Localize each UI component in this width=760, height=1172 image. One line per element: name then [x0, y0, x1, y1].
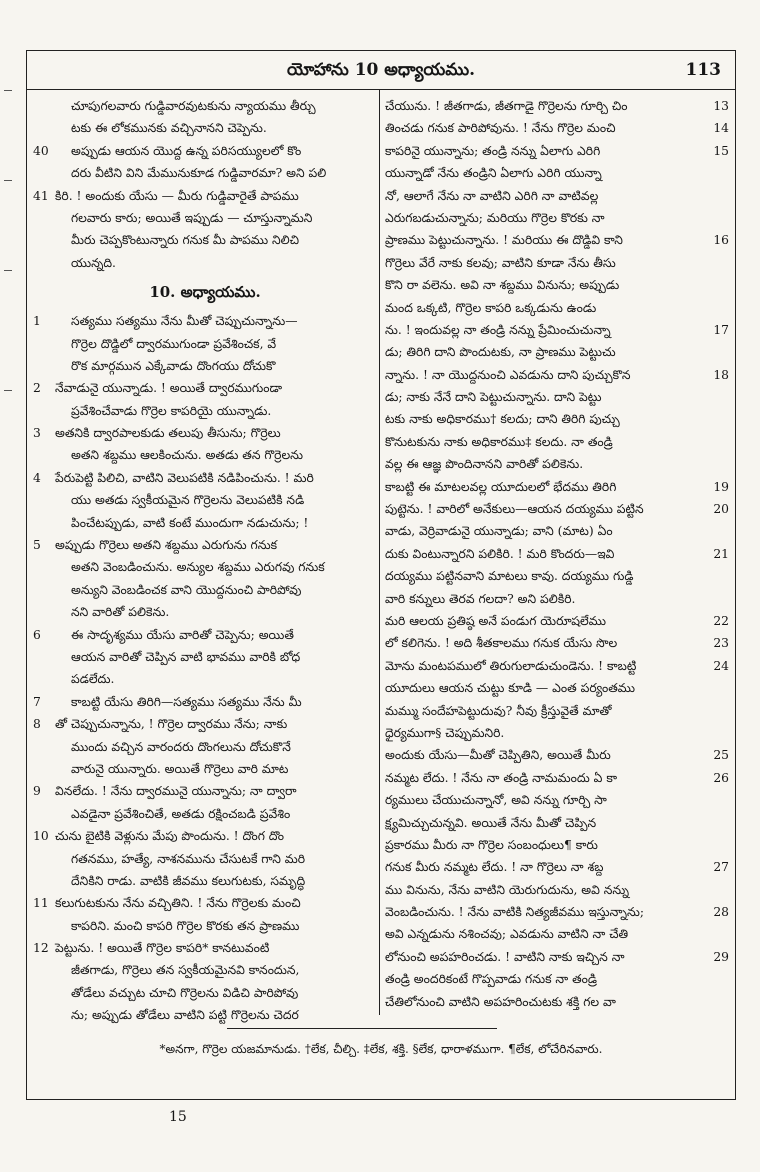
line-text: దరు వీటిని విని మేమునుకూడ గుడ్డివారమా? అని పలి [71, 166, 327, 181]
line-text: అన్యుని వెంబడించక వాని యొద్దనుంచి పారిపోవు [71, 582, 302, 597]
verse-number [707, 834, 729, 856]
line-text: ను; అప్పుడు తోడేలు వాటిని పట్టి గొర్రెలను చెదర [71, 1008, 299, 1023]
line-text: ధైర్యముగా§ చెప్పుమనిరి. [385, 725, 505, 740]
text-line [385, 162, 729, 184]
verse-number [33, 1004, 55, 1026]
text-line [33, 691, 377, 713]
text-line [385, 252, 729, 274]
line-text: ము వినును, నేను వాటిని యెరుగుదును, అవి నన్ను [385, 882, 630, 897]
text-line [385, 946, 729, 968]
line-text: మోను మంటపములో తిరుగులాడుచుండెను. ! కాబట్టి [385, 658, 637, 673]
verse-number [707, 408, 729, 430]
verse-number [707, 252, 729, 274]
verse-number: 12 [33, 941, 49, 956]
verse-number: 15 [713, 143, 729, 158]
verse-number: 26 [713, 770, 729, 785]
text-line [385, 991, 729, 1013]
verse-number [707, 789, 729, 811]
verse-number [33, 601, 55, 623]
page-number: 113 [685, 60, 721, 80]
verse-number: 28 [713, 905, 729, 920]
text-line [385, 923, 729, 945]
text-line [33, 982, 377, 1004]
text-line [385, 744, 729, 766]
verse-number: 2 [33, 381, 41, 396]
verse-number: 5 [33, 538, 41, 553]
line-text: ఆయన వారితో చెప్పిన వాటి భావము వారికి బోధ [71, 649, 301, 664]
verse-number: 16 [713, 233, 729, 248]
verse-number [707, 386, 729, 408]
verse-number: 8 [33, 717, 41, 732]
line-text: లోనుంచి అపహరించడు. ! వాటిని నాకు ఇచ్చిన నా [385, 949, 625, 964]
text-line [385, 789, 729, 811]
verse-number: 22 [713, 613, 729, 628]
line-text: వల్ల ఈ ఆజ్ఞ పొందినానని వారితో పలికెను. [385, 457, 584, 472]
line-text: క్ష్యమిచ్చుచున్నవి. అయితే నేను మీతో చెప్పిన [385, 815, 597, 830]
text-line [33, 803, 377, 825]
verse-number [707, 923, 729, 945]
text-line [33, 736, 377, 758]
line-text: వారి కన్నులు తెరవ గలదా? అని పలికిరి. [385, 591, 576, 606]
text-line [385, 319, 729, 341]
verse-number [707, 991, 729, 1013]
line-text: తండ్రి అందరికంటే గొప్పవాడు గనుక నా తండ్రి [385, 972, 598, 987]
line-text: గతనము, హత్యే, నాశనమును చేసుటకే గాని మరి [71, 851, 306, 866]
text-line [385, 140, 729, 162]
verse-number: 21 [713, 546, 729, 561]
line-text: నేవాడునై యున్నాడు. ! అయితే ద్వారముగుండా [55, 381, 283, 396]
book-page [26, 50, 736, 1125]
text-line [385, 364, 729, 386]
line-text: ఈ సాదృశ్యము యేసు వారితో చెప్పెను; అయితే [71, 627, 294, 642]
line-text: ప్రాణము పెట్టుచున్నాను. ! మరియు ఈ దొడ్డివి కాని [385, 233, 623, 248]
text-line [33, 915, 377, 937]
verse-number [707, 700, 729, 722]
verse-number: 9 [33, 784, 41, 799]
line-text: అవి ఎన్నడును నశించవు; ఎవడును వాటిని నా చేతి [385, 927, 629, 942]
verse-number [33, 512, 55, 534]
text-line [385, 229, 729, 251]
verse-number [707, 162, 729, 184]
line-text: తో చెప్పుచున్నాను, ! గొర్రెల ద్వారము నేను; నాకు [55, 717, 288, 732]
text-line [33, 668, 377, 690]
verse-number [33, 803, 55, 825]
text-line [385, 498, 729, 520]
verse-number [33, 848, 55, 870]
verse-number [707, 207, 729, 229]
line-text: చూపుగలవారు గుడ్డివారవుటకును న్యాయము తీర్చు [71, 99, 316, 113]
text-line [385, 812, 729, 834]
text-line [385, 901, 729, 923]
verse-number [33, 556, 55, 578]
verse-number [707, 453, 729, 475]
verse-number [33, 333, 55, 355]
verse-number: 18 [713, 367, 729, 382]
verse-number: 17 [713, 322, 729, 337]
text-line [33, 355, 377, 377]
line-text: గనుక మీరు నమ్మట లేదు. ! నా గొర్రెలు నా శబ్ద [385, 860, 604, 875]
text-line [385, 185, 729, 207]
line-text: కలుగుటకును నేను వచ్చితిని. ! నేను గొర్రెలకు మంచి [55, 896, 301, 911]
line-text: దుకు వింటున్నారని పలికిరి. ! మరి కొందరు—ఇవి [385, 546, 615, 561]
text-line [33, 444, 377, 466]
text-line [385, 341, 729, 363]
verse-number: 1 [33, 314, 41, 329]
text-line [33, 556, 377, 578]
verse-number [707, 185, 729, 207]
line-text: ముందు వచ్చిన వారందరు దొంగలును దోచుకొనే [71, 739, 291, 754]
line-text: సత్యము సత్యము నేను మీతో చెప్పుచున్నాను— [71, 314, 298, 329]
text-line [385, 588, 729, 610]
verse-number: 19 [713, 479, 729, 494]
line-text: యూదులు ఆయన చుట్టు కూడి — ఎంత పర్యంతము [385, 681, 636, 696]
text-line [33, 646, 377, 668]
line-text: టకు నాకు అధికారము† కలదు; దాని తిరిగి పుచ్చు [385, 412, 620, 427]
verse-number [707, 274, 729, 296]
line-text: చును బైటికి వెళ్లును మేపు పొందును. ! దొంగ దొం [55, 829, 284, 844]
text-line [33, 229, 377, 251]
verse-number [33, 982, 55, 1004]
line-text: వెంబడించును. ! నేను వాటికి నిత్యజీవము ఇస్తున్నాను; [385, 905, 644, 920]
line-text: గొర్రెల దొడ్డిలో ద్వారముగుండా ప్రవేశించక, వే [71, 336, 277, 351]
text-line [33, 207, 377, 229]
text-line [33, 95, 377, 117]
verse-number [33, 162, 55, 184]
line-text: కాబట్టి ఈ మాటలవల్ల యూదులలో భేదము తిరిగి [385, 479, 617, 494]
text-line [385, 476, 729, 498]
text-line [385, 632, 729, 654]
verse-number [33, 489, 55, 511]
line-text: ర్యములు చేయుచున్నానో, అవి నన్ను గూర్చి సా [385, 793, 607, 808]
line-text: డు; నాకు నేనే దాని పెట్టుచున్నాను. దాని పెట్టు [385, 390, 602, 405]
verse-number [33, 95, 55, 117]
margin-marks [4, 60, 18, 460]
line-text: రొక మార్గమున ఎక్కేవాడు దొంగయు దోచుకొ [71, 358, 276, 373]
text-line [33, 377, 377, 399]
text-line [33, 601, 377, 623]
text-line [385, 722, 729, 744]
verse-number [33, 117, 55, 139]
running-title: యోహాను 10 అధ్యాయము. [286, 60, 476, 80]
verse-number: 24 [713, 658, 729, 673]
text-line [33, 489, 377, 511]
text-line [33, 959, 377, 981]
verse-number: 13 [713, 99, 729, 113]
left-column [33, 95, 377, 1023]
text-line [385, 655, 729, 677]
line-text: కొని రా వలెను. అవి నా శబ్దము వినును; అప్పుడు [385, 278, 620, 293]
text-line [385, 386, 729, 408]
line-text: మరి ఆలయ ప్రతిష్ఠ అనే పండుగ యెరూషలేము [385, 613, 606, 628]
text-line [385, 408, 729, 430]
verse-number [707, 968, 729, 990]
chapter-heading: 10. అధ్యాయము. [149, 283, 261, 302]
verse-number [707, 677, 729, 699]
line-text: అతని శబ్దము ఆలకించును. అతడు తన గొర్రెలను [71, 448, 304, 463]
text-line [33, 713, 377, 735]
text-line [33, 892, 377, 914]
line-text: నో, ఆలాగే నేను నా వాటిని ఎరిగి నా వాటివల్ల [385, 188, 599, 203]
footnotes: *అనగా, గొర్రెల యజమానుడు. †లేక, చీల్చి. ‡లేక, శక్తి. §లేక, ధారాళముగా. ¶లేక, లోచేరినవారు. [159, 1042, 603, 1056]
text-line [385, 610, 729, 632]
text-line [33, 579, 377, 601]
text-line [385, 879, 729, 901]
verse-number: 11 [33, 896, 49, 911]
text-line [385, 431, 729, 453]
line-text: పించేటప్పుడు, వాటి కంటే ముందుగా నడుచును; ! [71, 515, 309, 530]
text-line [33, 848, 377, 870]
text-line [385, 834, 729, 856]
text-line [385, 453, 729, 475]
verse-number [33, 444, 55, 466]
text-line [385, 767, 729, 789]
verse-number: 20 [713, 502, 729, 517]
verse-number [707, 297, 729, 319]
line-text: తోడేలు వచ్చుట చూచి గొర్రెలను విడిచి పారిపోవు [71, 985, 299, 1000]
text-line [33, 162, 377, 184]
line-text: పడలేదు. [71, 672, 115, 687]
text-line [385, 700, 729, 722]
verse-number: 14 [713, 121, 729, 136]
line-text: చేతిలోనుంచి వాటిని అపహరించుటకు శక్తి గల వా [385, 994, 616, 1009]
verse-number [707, 431, 729, 453]
text-line [33, 117, 377, 139]
text-line [33, 825, 377, 847]
line-text: టకు ఈ లోకమునకు వచ్చినానని చెప్పెను. [71, 121, 267, 136]
verse-number: 6 [33, 627, 41, 642]
line-text: అందుకు యేసు—మీతో చెప్పితిని, అయితే మీరు [385, 748, 611, 763]
text-line [385, 297, 729, 319]
line-text: యున్నది. [71, 255, 116, 270]
text-line [33, 333, 377, 355]
text-line [385, 968, 729, 990]
verse-number: 25 [713, 748, 729, 763]
verse-number: 4 [33, 470, 41, 485]
line-text: ఎరుగబడుచున్నాను; మరియు గొర్రెల కొరకు నా [385, 210, 605, 225]
line-text: మంద ఒక్కటి, గొర్రెల కాపరి ఒక్కడును ఉండు [385, 300, 597, 315]
verse-number: 27 [713, 860, 729, 875]
verse-number [33, 668, 55, 690]
line-text: డు; తిరిగి దాని పొందుటకు, నా ప్రాణము పెట్టుచు [385, 345, 616, 360]
text-line [33, 1004, 377, 1026]
text-line [33, 422, 377, 444]
verse-number: 41 [33, 188, 49, 203]
line-text: చేయును. ! జీతగాడు, జీతగాడై గొర్రెలను గూర్చి చిం [385, 99, 628, 113]
line-text: ను. ! ఇందువల్ల నా తండ్రి నన్ను ప్రేమించుచున్నా [385, 322, 611, 337]
text-line [33, 780, 377, 802]
verse-number: 29 [713, 949, 729, 964]
verse-number: 23 [713, 636, 729, 651]
running-head [27, 51, 735, 90]
verse-number [33, 355, 55, 377]
signature-mark: 15 [169, 1109, 187, 1125]
text-line [33, 400, 377, 422]
text-line [33, 534, 377, 556]
line-text: పెట్టును. ! అయితే గొర్రెల కాపరి* కానటువంటి [55, 941, 270, 956]
text-line [385, 95, 729, 117]
line-text: అతని వెంబడించును. అన్యుల శబ్దము ఎరుగవు గనుక [71, 560, 325, 575]
text-line [385, 543, 729, 565]
line-text: గలవారు కారు; అయితే ఇప్పుడు — చూస్తున్నామని [71, 210, 313, 225]
text-line [385, 856, 729, 878]
line-text: దయ్యము పట్టినవాని మాటలు కావు. దయ్యము గుడ్డి [385, 569, 634, 584]
line-text: వారునై యున్నారు. అయితే గొర్రెలు వారి మాట [71, 761, 289, 776]
line-text: లో కలిగెను. ! అది శీతకాలము గనుక యేసు సొల [385, 636, 618, 651]
verse-number: 40 [33, 143, 49, 158]
verse-number [33, 758, 55, 780]
text-line [33, 937, 377, 959]
verse-number [33, 646, 55, 668]
line-text: కాపరిని. మంచి కాపరి గొర్రెల కొరకు తన ప్రాణము [71, 918, 300, 933]
line-text: వాడు, వెర్రివాడునై యున్నాడు; వాని (మాట) ఏం [385, 524, 613, 539]
verse-number [707, 565, 729, 587]
verse-number [707, 341, 729, 363]
line-text: అతనికి ద్వారపాలకుడు తలుపు తీసును; గొర్రెలు [55, 426, 281, 441]
line-text: ప్రవేశించేవాడు గొర్రెల కాపరియై యున్నాడు. [71, 403, 272, 418]
line-text: ప్రకారము మీరు నా గొర్రెల సంబంధులు¶ కారు [385, 837, 598, 852]
line-text: అప్పుడు గొర్రెలు అతని శబ్దము ఎరుగును గనుక [55, 538, 278, 553]
text-line [33, 870, 377, 892]
verse-number [33, 229, 55, 251]
text-line [385, 520, 729, 542]
line-text: నమ్మట లేదు. ! నేను నా తండ్రి నామమందు ఏ కా [385, 770, 617, 785]
column-divider [379, 89, 380, 1015]
line-text: న్నాను. ! నా యొద్దనుంచి ఎవడును దాని పుచ్చుకొన [385, 367, 631, 382]
verse-number: 7 [33, 694, 41, 709]
text-line [385, 565, 729, 587]
text-line [33, 624, 377, 646]
verse-number [707, 520, 729, 542]
line-text: అప్పుడు ఆయన యొద్ద ఉన్న పరిసయ్యులలో కొం [71, 143, 302, 158]
verse-number [33, 959, 55, 981]
verse-number [707, 588, 729, 610]
text-line [385, 677, 729, 699]
line-text: యున్నాడో నేను తండ్రిని ఏలాగు ఎరిగి యున్నా [385, 166, 602, 181]
verse-number [33, 400, 55, 422]
verse-number [33, 915, 55, 937]
line-text: కిరి. ! అందుకు యేసు — మీరు గుడ్డివారైతే పాపము [55, 188, 299, 203]
line-text: వినలేదు. ! నేను ద్వారమునై యున్నాను; నా ద్వారా [55, 784, 297, 799]
text-line [33, 512, 377, 534]
line-text: ఎవడైనా ప్రవేశించితే, అతడు రక్షించబడి ప్రవేశిం [71, 806, 291, 821]
verse-number [707, 812, 729, 834]
line-text: నని వారితో పలికెను. [71, 605, 170, 620]
line-text: జీతగాడు, గొర్రెలు తన స్వకీయమైనవి కానందున, [71, 963, 300, 978]
verse-number [707, 879, 729, 901]
text-line [33, 467, 377, 489]
line-text: పేరుపెట్టి పిలిచి, వాటిని వెలుపటికి నడిపించును. ! మరి [55, 470, 314, 485]
verse-number: 10 [33, 829, 49, 844]
text-line [33, 140, 377, 162]
line-text: గొర్రెలు వేరే నాకు కలవు; వాటిని కూడా నేను తీసు [385, 255, 616, 270]
verse-number [33, 870, 55, 892]
text-line [33, 310, 377, 332]
text-line [33, 185, 377, 207]
verse-number [33, 207, 55, 229]
text-line [385, 207, 729, 229]
verse-number [33, 252, 55, 274]
line-text: తించడు గనుక పారిపోవును. ! నేను గొర్రెల మంచి [385, 121, 616, 136]
right-column [385, 95, 729, 1013]
line-text: కొనుటకును నాకు అధికారము‡ కలదు. నా తండ్రి [385, 434, 613, 449]
verse-number [33, 736, 55, 758]
line-text: పుట్టెను. ! వారిలో అనేకులు—ఆయన దయ్యము పట్టిన [385, 502, 644, 517]
footnote-rule [227, 1028, 497, 1029]
verse-number [33, 579, 55, 601]
text-line [385, 117, 729, 139]
line-text: దేనికిని రాడు. వాటికి జీవము కలుగుటకు, సమృద్ధి [71, 873, 306, 888]
verse-number: 3 [33, 426, 41, 441]
text-line [33, 758, 377, 780]
line-text: కాబట్టి యేసు తిరిగి—సత్యము సత్యము నేను మీ [71, 694, 302, 709]
verse-number [707, 722, 729, 744]
line-text: మమ్ము సందేహపెట్టుదువు? నీవు క్రీస్తువైతే మాతో [385, 703, 612, 718]
line-text: యు అతడు స్వకీయమైన గొర్రెలను వెలుపటికి నడి [71, 493, 305, 508]
text-line [33, 252, 377, 274]
line-text: కాపరినై యున్నాను; తండ్రి నన్ను ఏలాగు ఎరిగి [385, 143, 601, 158]
line-text: మీరు చెప్పకొంటున్నారు గనుక మీ పాపము నిలిచి [71, 233, 300, 248]
text-line [385, 274, 729, 296]
